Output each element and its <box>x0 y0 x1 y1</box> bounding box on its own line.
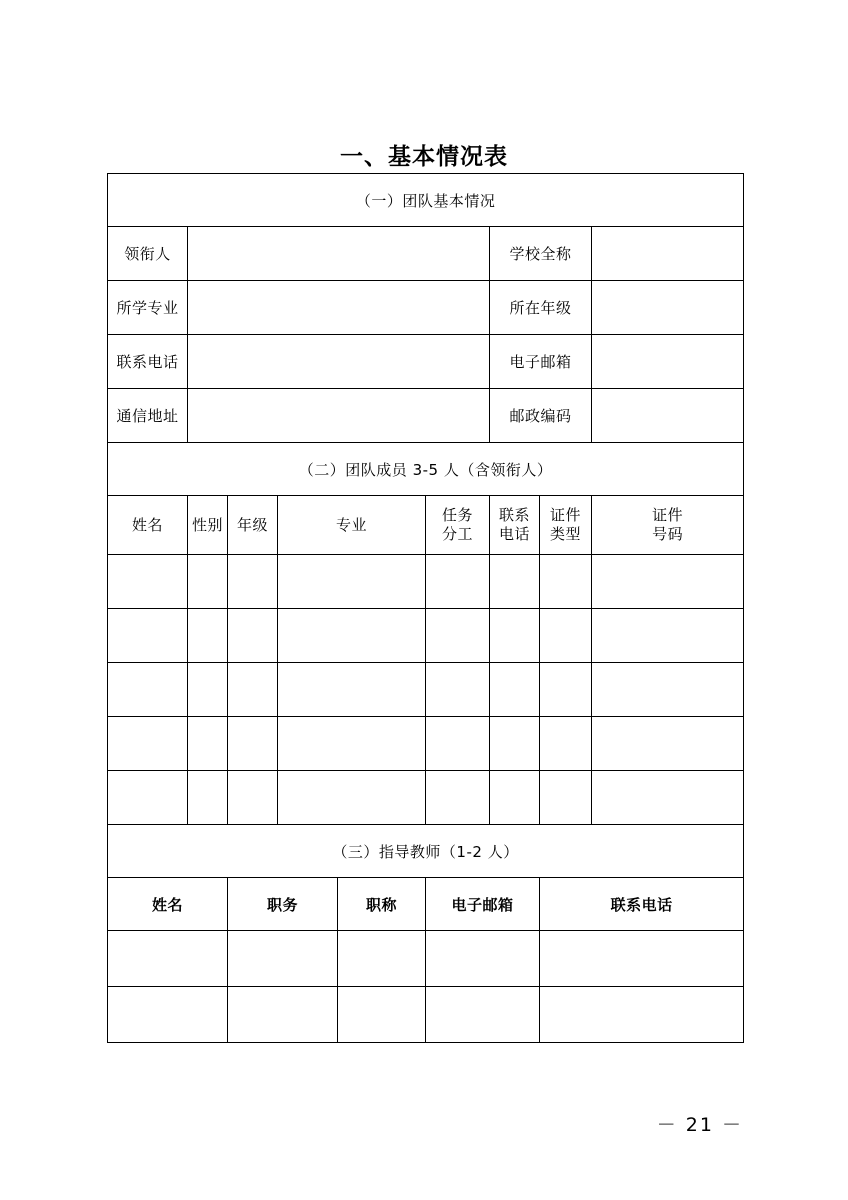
teacher-col-email: 电子邮箱 <box>426 878 540 931</box>
teacher-cell-duty[interactable] <box>228 931 338 987</box>
table-row <box>108 931 744 987</box>
member-cell-name[interactable] <box>108 663 188 717</box>
table-row <box>108 443 744 496</box>
member-cell-task[interactable] <box>426 609 490 663</box>
label-phone: 联系电话 <box>108 335 188 389</box>
member-cell-id-number[interactable] <box>592 771 744 825</box>
table-row <box>108 227 744 281</box>
member-col-id-type-line2: 类型 <box>549 525 581 543</box>
member-col-gender: 性别 <box>188 496 228 555</box>
table-row <box>108 717 744 771</box>
member-cell-id-type[interactable] <box>540 555 592 609</box>
member-cell-task[interactable] <box>426 663 490 717</box>
member-cell-phone[interactable] <box>490 555 540 609</box>
member-cell-task[interactable] <box>426 717 490 771</box>
field-school-name[interactable] <box>592 227 744 281</box>
member-cell-gender[interactable] <box>188 555 228 609</box>
member-cell-id-type[interactable] <box>540 663 592 717</box>
table-row <box>108 878 744 931</box>
member-cell-major[interactable] <box>278 609 426 663</box>
page-number: － 21 － <box>656 1114 743 1136</box>
member-col-phone <box>490 496 540 555</box>
teacher-cell-duty[interactable] <box>228 987 338 1043</box>
section-header-team-basic: （一）团队基本情况 <box>108 174 744 227</box>
teacher-cell-email[interactable] <box>426 987 540 1043</box>
label-email: 电子邮箱 <box>490 335 592 389</box>
member-cell-major[interactable] <box>278 771 426 825</box>
member-cell-phone[interactable] <box>490 609 540 663</box>
member-col-grade: 年级 <box>228 496 278 555</box>
member-cell-gender[interactable] <box>188 609 228 663</box>
member-cell-task[interactable] <box>426 555 490 609</box>
member-col-phone-line1: 联系 <box>498 506 530 525</box>
label-address: 通信地址 <box>108 389 188 443</box>
field-postcode[interactable] <box>592 389 744 443</box>
label-postcode: 邮政编码 <box>490 389 592 443</box>
member-cell-grade[interactable] <box>228 771 278 825</box>
teacher-cell-title[interactable] <box>338 931 426 987</box>
member-cell-major[interactable] <box>278 663 426 717</box>
member-cell-id-number[interactable] <box>592 663 744 717</box>
table-row <box>108 825 744 878</box>
member-col-major: 专业 <box>278 496 426 555</box>
label-grade: 所在年级 <box>490 281 592 335</box>
member-cell-name[interactable] <box>108 717 188 771</box>
member-cell-id-number[interactable] <box>592 717 744 771</box>
member-col-id-number-line2: 号码 <box>652 525 684 543</box>
member-cell-name[interactable] <box>108 609 188 663</box>
member-cell-grade[interactable] <box>228 609 278 663</box>
member-cell-gender[interactable] <box>188 771 228 825</box>
table-row <box>108 389 744 443</box>
label-major: 所学专业 <box>108 281 188 335</box>
table-row <box>108 771 744 825</box>
member-cell-id-number[interactable] <box>592 609 744 663</box>
field-grade[interactable] <box>592 281 744 335</box>
member-col-task-line2: 分工 <box>441 525 473 543</box>
section-header-members: （二）团队成员 3-5 人（含领衔人） <box>108 443 744 496</box>
field-email[interactable] <box>592 335 744 389</box>
member-col-id-type <box>540 496 592 555</box>
teacher-col-duty: 职务 <box>228 878 338 931</box>
teacher-cell-phone[interactable] <box>540 931 744 987</box>
member-cell-phone[interactable] <box>490 771 540 825</box>
field-phone[interactable] <box>188 335 490 389</box>
member-cell-grade[interactable] <box>228 717 278 771</box>
field-address[interactable] <box>188 389 490 443</box>
label-school-name: 学校全称 <box>490 227 592 281</box>
member-cell-phone[interactable] <box>490 663 540 717</box>
table-row <box>108 555 744 609</box>
label-leader: 领衔人 <box>108 227 188 281</box>
member-cell-phone[interactable] <box>490 717 540 771</box>
member-cell-gender[interactable] <box>188 717 228 771</box>
table-row <box>108 496 744 555</box>
member-col-task-line1: 任务 <box>441 506 473 525</box>
member-col-name: 姓名 <box>108 496 188 555</box>
member-cell-task[interactable] <box>426 771 490 825</box>
teacher-cell-phone[interactable] <box>540 987 744 1043</box>
member-cell-id-type[interactable] <box>540 771 592 825</box>
teacher-cell-title[interactable] <box>338 987 426 1043</box>
member-cell-grade[interactable] <box>228 663 278 717</box>
member-col-id-type-line1: 证件 <box>549 506 581 525</box>
member-cell-grade[interactable] <box>228 555 278 609</box>
table-row <box>108 609 744 663</box>
table-row <box>108 663 744 717</box>
field-leader[interactable] <box>188 227 490 281</box>
member-cell-name[interactable] <box>108 771 188 825</box>
table-row <box>108 987 744 1043</box>
member-cell-major[interactable] <box>278 555 426 609</box>
field-major[interactable] <box>188 281 490 335</box>
teacher-cell-email[interactable] <box>426 931 540 987</box>
member-col-id-number <box>592 496 744 555</box>
teacher-cell-name[interactable] <box>108 987 228 1043</box>
teacher-col-title: 职称 <box>338 878 426 931</box>
teacher-cell-name[interactable] <box>108 931 228 987</box>
section-header-teachers: （三）指导教师（1-2 人） <box>108 825 744 878</box>
table-row <box>108 281 744 335</box>
member-col-task <box>426 496 490 555</box>
member-cell-gender[interactable] <box>188 663 228 717</box>
member-cell-major[interactable] <box>278 717 426 771</box>
teacher-col-name: 姓名 <box>108 878 228 931</box>
member-cell-id-number[interactable] <box>592 555 744 609</box>
member-col-id-number-line1: 证件 <box>652 506 684 525</box>
member-cell-id-type[interactable] <box>540 609 592 663</box>
page-title: 一、基本情况表 <box>340 144 508 170</box>
member-col-phone-line2: 电话 <box>498 525 530 543</box>
table-row <box>108 174 744 227</box>
teacher-col-phone: 联系电话 <box>540 878 744 931</box>
member-cell-name[interactable] <box>108 555 188 609</box>
table-row <box>108 335 744 389</box>
basic-info-table <box>107 173 744 1043</box>
member-cell-id-type[interactable] <box>540 717 592 771</box>
